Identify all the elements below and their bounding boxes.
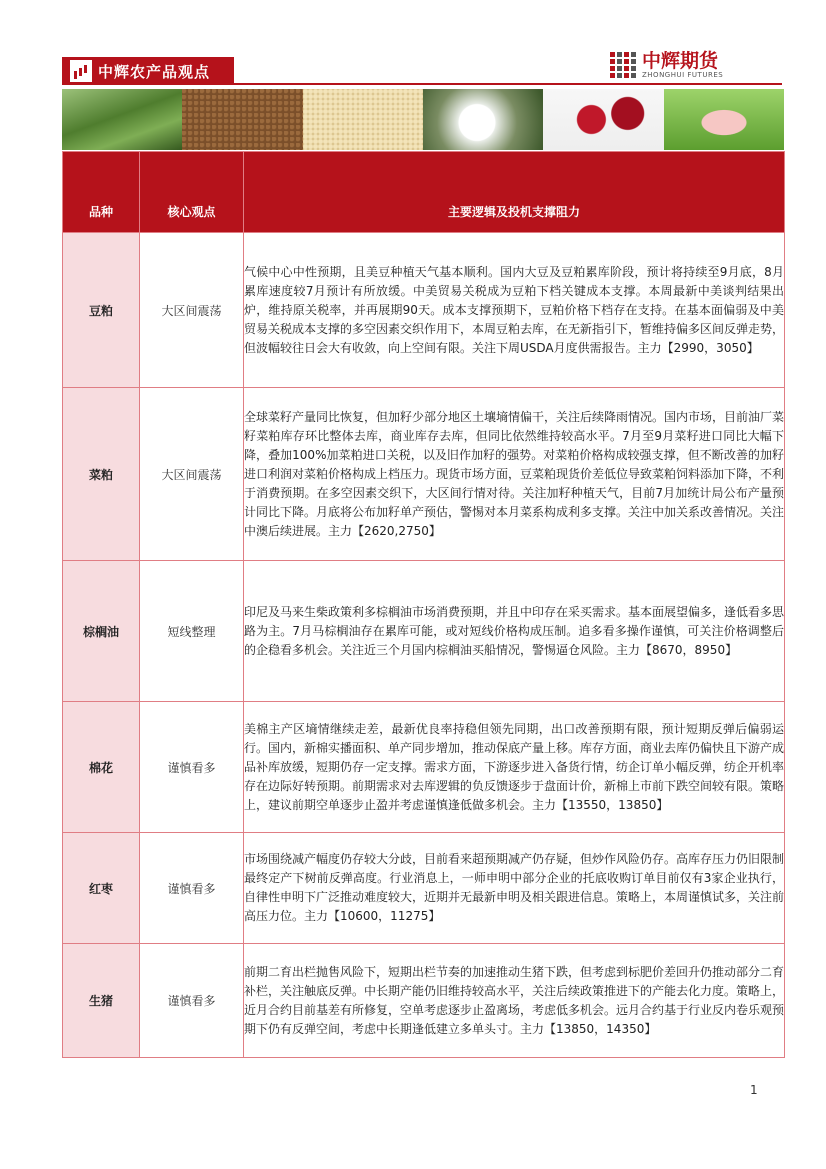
variety-cell: 豆粕 bbox=[63, 233, 140, 388]
logo-name-cn: 中辉期货 bbox=[642, 50, 719, 72]
variety-cell: 生猪 bbox=[63, 944, 140, 1058]
view-cell: 大区间震荡 bbox=[140, 233, 244, 388]
logo-grid-icon bbox=[610, 52, 636, 78]
logic-cell: 美棉主产区墒情继续走差，最新优良率持稳但领先同期，出口改善预期有限，预计短期反弹后偏弱运行。国内，新棉实播面积、单产同步增加，推动保底产量上移。库存方面，商业去库仍偏快且下游产成品补库放缓，短期仍存一定支撑。需求方面，下游逐步进入备货行情，纺企订单小幅反弹，纺企开机率存在边际好转预期。前期需求对去库逻辑的负反馈逐步于盘面计价，新棉上市前下跌空间较有限。策略上，建议前期空单逐步止盈并考虑谨慎逢低做多机会。主力【13550，13850】 bbox=[244, 702, 785, 833]
soybean-meal-photo bbox=[303, 89, 423, 150]
rapeseed-photo bbox=[182, 89, 302, 150]
variety-cell: 棉花 bbox=[63, 702, 140, 833]
header-logic: 主要逻辑及投机支撑阻力 bbox=[244, 152, 785, 233]
report-header bbox=[62, 50, 782, 86]
variety-cell: 棕榈油 bbox=[63, 561, 140, 702]
variety-cell: 菜粕 bbox=[63, 388, 140, 561]
header-core-view: 核心观点 bbox=[140, 152, 244, 233]
view-cell: 短线整理 bbox=[140, 561, 244, 702]
table-row bbox=[63, 702, 785, 833]
table-row bbox=[63, 233, 785, 388]
views-table bbox=[62, 151, 785, 1058]
view-cell: 谨慎看多 bbox=[140, 702, 244, 833]
logo-name-en: ZHONGHUI FUTURES bbox=[642, 71, 724, 79]
variety-cell: 红枣 bbox=[63, 833, 140, 944]
logic-cell: 气候中心中性预期，且美豆种植天气基本顺利。国内大豆及豆粕累库阶段，预计将持续至9月底，8月累库速度较7月预计有所放缓。中美贸易关税成为豆粕下档关键成本支撑。本周最新中美谈判结果出炉，维持原关税率，并再展期90天。成本支撑预期下，豆粕价格下档存在支持。在基本面偏弱及中美贸易关税成本支撑的多空因素交织作用下，本周豆粕去库，在无新指引下，暂维持偏多区间反弹走势，但波幅较往日会大有收敛，向上空间有限。关注下周USDA月度供需报告。主力【2990，3050】 bbox=[244, 233, 785, 388]
view-cell: 谨慎看多 bbox=[140, 833, 244, 944]
soybean-plant-photo bbox=[62, 89, 182, 150]
section-title-box bbox=[62, 57, 234, 85]
view-cell: 谨慎看多 bbox=[140, 944, 244, 1058]
logic-cell: 全球菜籽产量同比恢复，但加籽少部分地区土壤墒情偏干，关注后续降雨情况。国内市场，目前油厂菜籽菜粕库存环比整体去库，商业库存去库，但同比依然维持较高水平。7月至9月菜籽进口同比大幅下降，叠加100%加菜粕进口关税，以及旧作加籽的强势。对菜粕价格构成较强支撑，但不断改善的加籽进口利润对菜粕价格构成上档压力。现货市场方面，豆菜粕现货价差低位导致菜粕饲料添加下降，不利于消费预期。在多空因素交织下，大区间行情对待。关注加籽种植天气，目前7月加统计局公布产量预计同比下降。月底将公布加籽单产预估，警惕对本月菜系构成利多支撑。关注中加关系改善情况。关注中澳后续进展。主力【2620,2750】 bbox=[244, 388, 785, 561]
table-row bbox=[63, 561, 785, 702]
section-title: 中辉农产品观点 bbox=[98, 62, 211, 81]
cotton-photo bbox=[423, 89, 543, 150]
red-dates-photo bbox=[543, 89, 663, 150]
table-row bbox=[63, 833, 785, 944]
title-underline bbox=[234, 83, 782, 85]
logic-cell: 市场围绕减产幅度仍存较大分歧，目前看来超预期减产仍存疑，但炒作风险仍存。高库存压力仍旧限制最终定产下树前反弹高度。行业消息上，一师申明中部分企业的托底收购订单目前仅有3家企业执行，自律性申明下广泛推动难度较大，近期并无最新申明及相关跟进信息。策略上，本周谨慎试多，关注前高压力位。主力【10600，11275】 bbox=[244, 833, 785, 944]
table-row bbox=[63, 388, 785, 561]
logic-cell: 前期二育出栏抛售风险下，短期出栏节奏的加速推动生猪下跌，但考虑到标肥价差回升仍推动部分二育补栏，关注触底反弹。中长期产能仍旧维持较高水平，关注后续政策推进下的产能去化力度。策略上，近月合约目前基差有所修复，空单考虑逐步止盈离场，考虑低多机会。远月合约基于行业反内卷乐观预期下仍有反弹空间，考虑中长期逢低建立多单头寸。主力【13850，14350】 bbox=[244, 944, 785, 1058]
company-logo bbox=[610, 47, 782, 83]
commodity-photo-strip bbox=[62, 89, 784, 150]
page-number: 1 bbox=[750, 1083, 758, 1097]
chart-icon bbox=[70, 60, 92, 82]
table-row bbox=[63, 944, 785, 1058]
logic-cell: 印尼及马来生柴政策利多棕榈油市场消费预期，并且中印存在采买需求。基本面展望偏多，逢低看多思路为主。7月马棕榈油存在累库可能，或对短线价格构成压制。追多看多操作谨慎，可关注价格调整后的企稳看多机会。关注近三个月国内棕榈油买船情况，警惕逼仓风险。主力【8670，8950】 bbox=[244, 561, 785, 702]
view-cell: 大区间震荡 bbox=[140, 388, 244, 561]
pig-photo bbox=[664, 89, 784, 150]
header-variety: 品种 bbox=[63, 152, 140, 233]
table-header-row bbox=[63, 152, 785, 233]
